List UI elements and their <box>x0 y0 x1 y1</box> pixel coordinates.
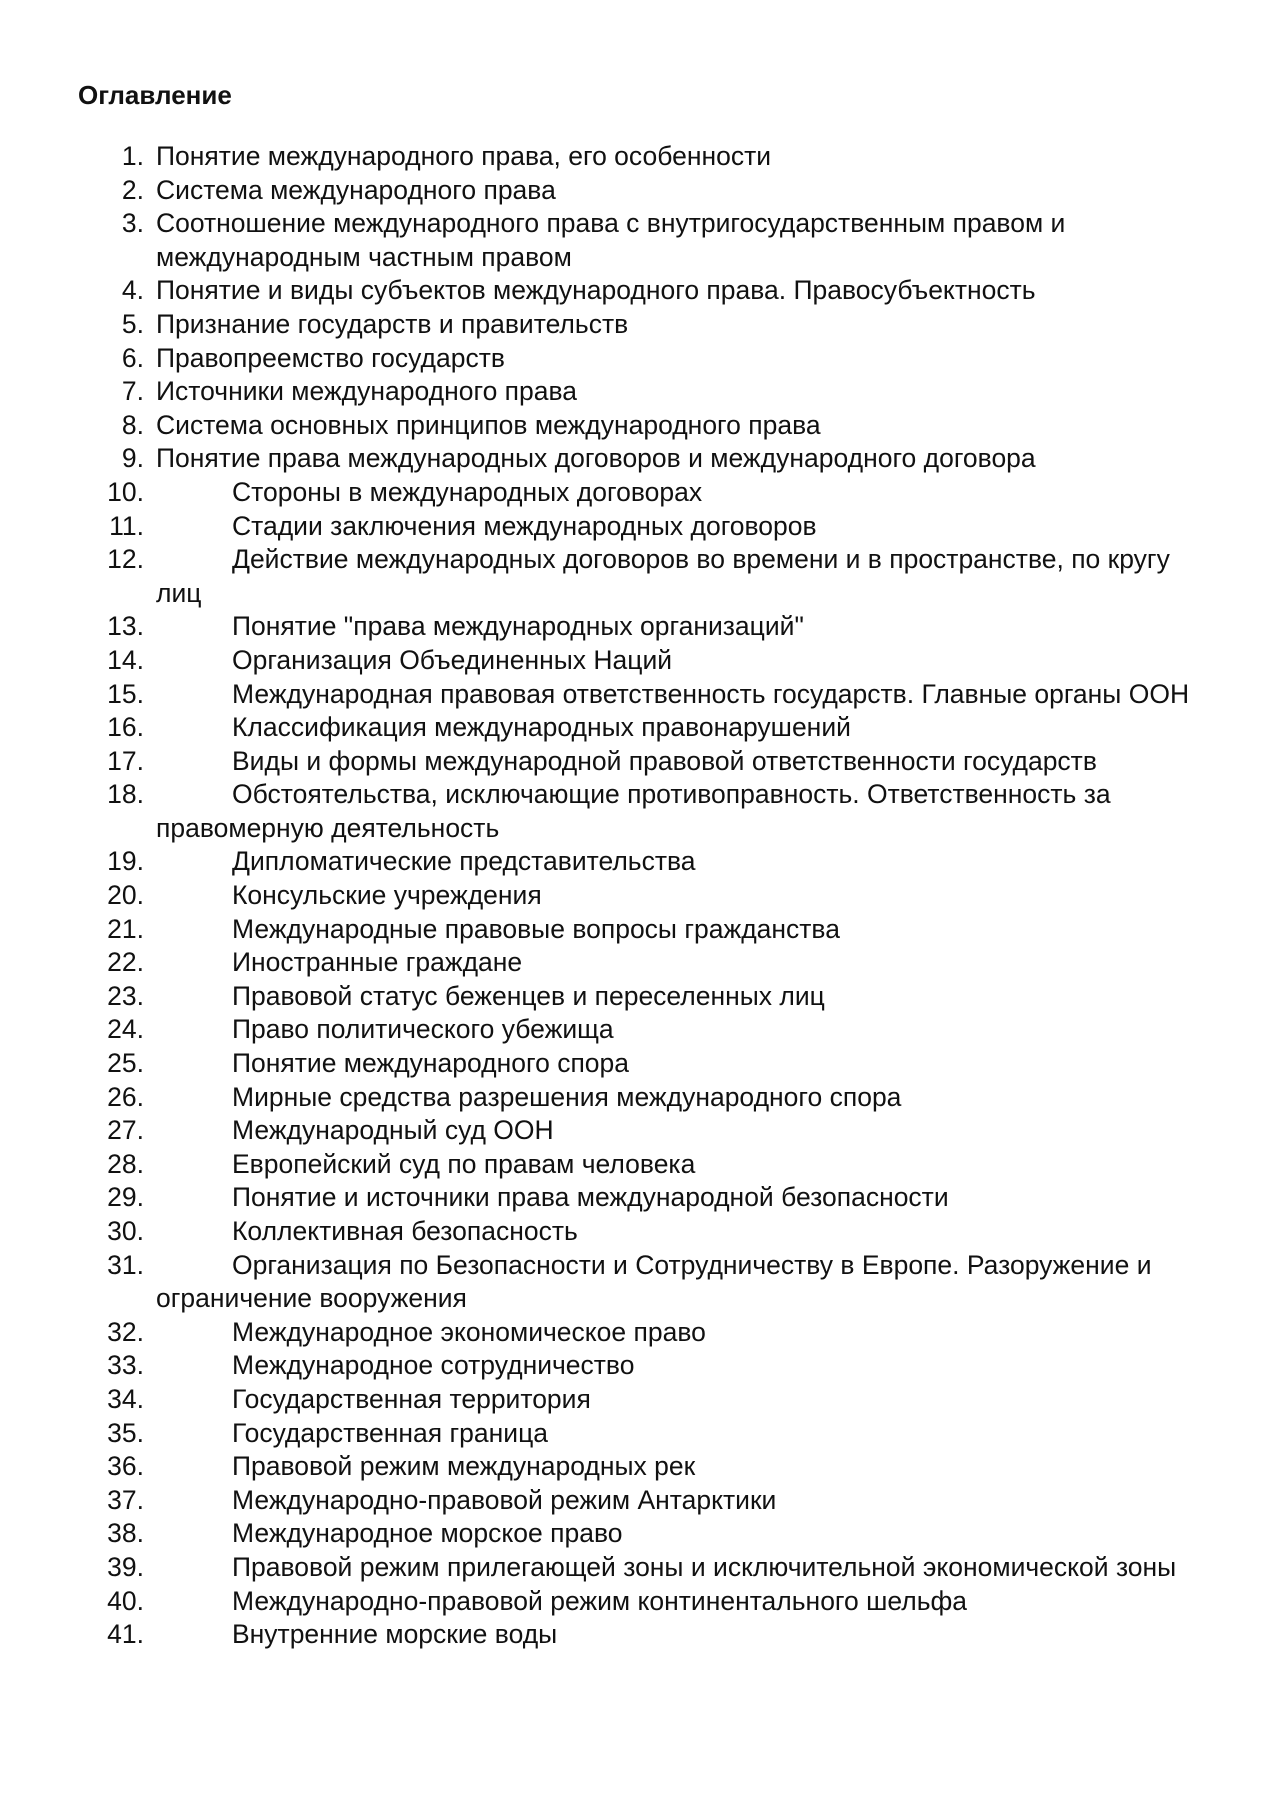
toc-item-number: 15. <box>107 678 144 709</box>
toc-item <box>0 778 1280 845</box>
toc-item-number: 5. <box>121 308 144 339</box>
toc-item <box>0 1013 1280 1047</box>
toc-item-text: Стороны в международных договорах <box>232 476 703 507</box>
toc-item <box>0 1215 1280 1249</box>
toc-item-text: Международная правовая ответственность государств. Главные органы ООН <box>232 678 1190 709</box>
toc-item-text: Понятие международного права, его особенности <box>156 141 772 171</box>
toc-item-text: Коллективная безопасность <box>232 1216 578 1246</box>
toc-item <box>0 1417 1280 1451</box>
toc-item <box>0 879 1280 913</box>
toc-item-text: Система международного права <box>156 174 556 205</box>
toc-item <box>0 342 1280 376</box>
toc-item-text: Понятие "права международных организаций" <box>232 611 804 642</box>
toc-item-number: 35. <box>107 1417 144 1448</box>
toc-item-number: 16. <box>107 712 144 743</box>
toc-item <box>0 913 1280 947</box>
toc-item <box>0 1249 1280 1316</box>
toc-item-text: Правовой статус беженцев и переселенных лиц <box>232 980 825 1011</box>
toc-item-number: 21. <box>107 913 144 944</box>
toc-item <box>0 1618 1280 1652</box>
toc-item-text: Международное морское право <box>232 1518 623 1549</box>
toc-item <box>0 1383 1280 1417</box>
toc-item-text: Понятие международного спора <box>232 1048 630 1079</box>
toc-item-number: 27. <box>107 1115 144 1146</box>
toc-item-text: Источники международного права <box>156 376 578 407</box>
toc-item-text: Классификация международных правонарушений <box>232 712 851 743</box>
toc-item-number: 37. <box>107 1484 144 1515</box>
toc-item-text: Международное экономическое право <box>232 1316 706 1347</box>
toc-item-text: Иностранные граждане <box>232 947 523 978</box>
toc-item-number: 34. <box>107 1383 144 1414</box>
toc-item <box>0 845 1280 879</box>
toc-item-text: Государственная граница <box>232 1417 548 1448</box>
toc-item-number: 28. <box>107 1148 144 1179</box>
toc-item-text: Правовой режим прилегающей зоны и исключительной экономической зоны <box>232 1551 1177 1582</box>
toc-item <box>0 678 1280 712</box>
toc-item-text: Международно-правовой режим Антарктики <box>232 1484 777 1515</box>
toc-item <box>0 409 1280 443</box>
toc-item-number: 6. <box>121 342 144 373</box>
toc-item <box>0 274 1280 308</box>
toc-item-text: Мирные средства разрешения международного спора <box>232 1081 902 1112</box>
toc-item-number: 12. <box>107 544 144 575</box>
toc-item <box>0 174 1280 208</box>
toc-item-number: 22. <box>107 947 144 978</box>
toc-item <box>0 510 1280 544</box>
toc-heading: Оглавление <box>78 80 232 110</box>
toc-item-number: 30. <box>107 1216 144 1246</box>
toc-item-number: 38. <box>107 1518 144 1549</box>
toc-item-text: Международное сотрудничество <box>232 1350 635 1381</box>
toc-item-text: Международные правовые вопросы гражданства <box>232 913 840 944</box>
toc-item-text: Правовой режим международных рек <box>232 1451 696 1482</box>
toc-item-number: 11. <box>109 510 144 541</box>
toc-item-text: Дипломатические представительства <box>232 846 696 877</box>
toc-item <box>0 1316 1280 1350</box>
toc-item <box>0 610 1280 644</box>
toc-item-number: 26. <box>107 1081 144 1112</box>
toc-item-text: Международно-правовой режим континентального шельфа <box>232 1585 968 1616</box>
toc-item-number: 33. <box>107 1350 144 1381</box>
toc-item <box>0 543 1280 610</box>
toc-item <box>0 207 1280 274</box>
toc-item <box>0 644 1280 678</box>
toc-item-number: 13. <box>107 611 144 642</box>
toc-item <box>0 980 1280 1014</box>
toc-item-number: 10. <box>107 476 144 507</box>
toc-item-text: Право политического убежища <box>232 1014 614 1045</box>
toc-item-text: Государственная территория <box>232 1383 591 1414</box>
toc-item <box>0 1517 1280 1551</box>
toc-item-text: Обстоятельства, исключающие противоправность. Ответственность за правомерную деятельность <box>156 779 1111 843</box>
toc-item-text: Организация по Безопасности и Сотрудничеству в Европе. Разоружение и ограничение вооружения <box>156 1249 1152 1314</box>
toc-item <box>0 946 1280 980</box>
toc-item-number: 41. <box>107 1619 144 1650</box>
toc-item-number: 19. <box>107 846 144 877</box>
toc-item-text: Понятие и виды субъектов международного права. Правосубъектность <box>156 275 1036 306</box>
toc-item <box>0 308 1280 342</box>
toc-item <box>0 745 1280 779</box>
toc-item-number: 32. <box>107 1316 144 1347</box>
toc-item-number: 36. <box>107 1451 144 1482</box>
toc-item <box>0 1047 1280 1081</box>
toc-item-text: Признание государств и правительств <box>156 308 629 339</box>
toc-item-number: 3. <box>121 208 144 239</box>
toc-item-text: Стадии заключения международных договоров <box>232 510 817 541</box>
toc-item <box>0 442 1280 476</box>
toc-item <box>0 1585 1280 1619</box>
toc-item <box>0 1081 1280 1115</box>
toc-item-text: Понятие права международных договоров и международного договора <box>156 443 1036 474</box>
toc-item-number: 18. <box>107 779 144 810</box>
toc-item-number: 31. <box>107 1249 144 1280</box>
toc-item-text: Понятие и источники права международной безопасности <box>232 1182 949 1213</box>
toc-item <box>0 1551 1280 1585</box>
toc-item-number: 40. <box>107 1585 144 1616</box>
toc-item <box>0 1181 1280 1215</box>
toc-item-number: 23. <box>107 980 144 1011</box>
toc-item-number: 39. <box>107 1551 144 1582</box>
toc-item-text: Международный суд ООН <box>232 1115 554 1146</box>
toc-item-text: Виды и формы международной правовой ответственности государств <box>232 745 1097 776</box>
toc-list <box>0 140 1280 1652</box>
toc-item-number: 1. <box>121 141 144 171</box>
toc-item <box>0 1450 1280 1484</box>
toc-item-text: Правопреемство государств <box>156 342 505 373</box>
toc-item <box>0 140 1280 174</box>
toc-item-number: 4. <box>121 275 144 306</box>
toc-item <box>0 711 1280 745</box>
toc-item <box>0 476 1280 510</box>
toc-item <box>0 1484 1280 1518</box>
toc-item-number: 20. <box>107 880 144 911</box>
toc-item <box>0 1114 1280 1148</box>
toc-item-text: Внутренние морские воды <box>232 1619 558 1650</box>
toc-item-number: 17. <box>107 745 144 776</box>
toc-item-text: Соотношение международного права с внутригосударственным правом и международным частным правом <box>156 208 1066 272</box>
toc-item-text: Действие международных договоров во времени и в пространстве, по кругу лиц <box>156 544 1170 608</box>
toc-item-number: 8. <box>121 409 144 440</box>
toc-item-text: Система основных принципов международного права <box>156 409 821 440</box>
toc-item-number: 29. <box>107 1182 144 1213</box>
toc-item-number: 25. <box>107 1048 144 1079</box>
toc-item-text: Европейский суд по правам человека <box>232 1148 696 1179</box>
toc-item <box>0 375 1280 409</box>
toc-item-number: 9. <box>121 443 144 474</box>
toc-item-number: 7. <box>121 376 144 407</box>
toc-item-number: 14. <box>107 644 144 675</box>
toc-item-number: 2. <box>121 174 144 205</box>
toc-item-number: 24. <box>107 1014 144 1045</box>
toc-item <box>0 1148 1280 1182</box>
toc-item <box>0 1349 1280 1383</box>
toc-item-text: Консульские учреждения <box>232 880 542 911</box>
toc-item-text: Организация Объединенных Наций <box>232 644 673 675</box>
